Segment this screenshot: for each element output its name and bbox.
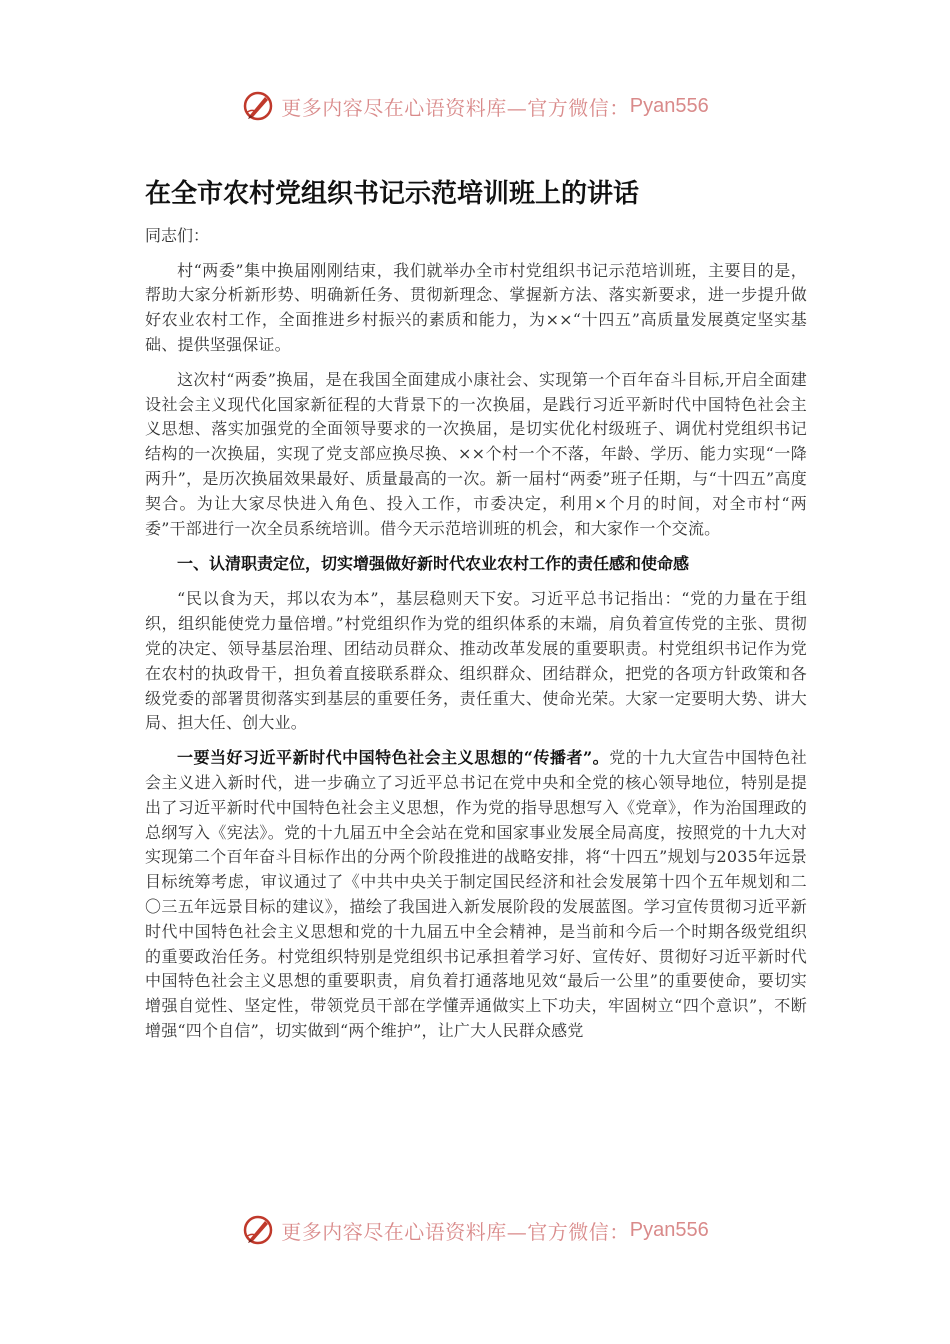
banner-text: 更多内容尽在心语资料库—官方微信：: [281, 1219, 630, 1244]
header-banner: [0, 86, 950, 126]
paragraph-section-one: “民以食为天，邦以农为本”，基层稳则天下安。习近平总书记指出：“党的力量在于组织，组织能使党力量倍增。”村党组织作为党的组织体系的末端，肩负着宣传党的主张、贯彻党的决定、领导基层治理、团结动员群众、推动改革发展的重要职责。村党组织书记作为党在农村的执政骨干，担负着直接联系群众、组织群众、团结群众，把党的各项方针政策和各级党委的部署贯彻落实到基层的重要任务，责任重大、使命光荣。大家一定要明大势、讲大局、担大任、创大业。: [145, 589, 807, 733]
paragraph-intro: 村“两委”集中换届刚刚结束，我们就举办全市村党组织书记示范培训班，主要目的是，帮助大家分析新形势、明确新任务、贯彻新理念、掌握新方法、落实新要求，进一步提升做好农业农村工作，全面推进乡村振兴的素质和能力，为××“十四五”高质量发展奠定坚实基础、提供坚强保证。: [145, 260, 807, 354]
pen-logo-icon: [241, 89, 275, 123]
document-title: 在全市农村党组织书记示范培训班上的讲话: [145, 179, 640, 209]
salutation: 同志们：: [145, 226, 210, 245]
paragraph-election: 这次村“两委”换届，是在我国全面建成小康社会、实现第一个百年奋斗目标,开启全面建设社会主义现代化国家新征程的大背景下的一次换届，是践行习近平新时代中国特色社会主义思想、落实加强党的全面领导要求的一次换届，是切实优化村级班子、调优村党组织书记结构的一次换届，实现了党支部应换尽换、××个村一个不落，年龄、学历、能力实现“一降两升”，是历次换届效果最好、质量最高的一次。新一届村“两委”班子任期，与“十四五”高度契合。为让大家尽快进入角色、投入工作，市委决定，利用×个月的时间，对全市村“两委”干部进行一次全员系统培训。借今天示范培训班的机会，和大家作一个交流。: [145, 369, 807, 538]
section-heading: 一、认清职责定位，切实增强做好新时代农业农村工作的责任感和使命感: [177, 554, 690, 574]
paragraph-point-one: [145, 746, 807, 1044]
point-one-body: 党的十九大宣告中国特色社会主义进入新时代，进一步确立了习近平总书记在党中央和全党的核心领导地位，特别是提出了习近平新时代中国特色社会主义思想，作为党的指导思想写入《党章》，作为治国理政的总纲写入《宪法》。党的十九届五中全会站在党和国家事业发展全局高度，按照党的十九大对实现第二个百年奋斗目标作出的分两个阶段推进的战略安排，将“十四五”规划与2035年远景目标统筹考虑，审议通过了《中共中央关于制定国民经济和社会发展第十四个五年规划和二〇三五年远景目标的建议》，描绘了我国进入新发展阶段的发展蓝图。学习宣传贯彻习近平新时代中国特色社会主义思想和党的十九届五中全会精神，是当前和今后一个时期各级党组织的重要政治任务。村党组织特别是党组织书记承担着学习好、宣传好、贯彻好习近平新时代中国特色社会主义思想的重要职责，肩负着打通落地见效“最后一公里”的重要使命，要切实增强自觉性、坚定性，带领党员干部在学懂弄通做实上下功夫，牢固树立“四个意识”，不断增强“四个自信”，切实做到“两个维护”，让广大人民群众感党: [145, 748, 807, 1040]
document-body: [145, 172, 807, 1054]
pen-logo-icon: [241, 1213, 275, 1247]
point-one-lead: 一要当好习近平新时代中国特色社会主义思想的“传播者”。: [177, 748, 610, 768]
banner-wechat-id: Pyan556: [629, 94, 709, 117]
banner-text: 更多内容尽在心语资料库—官方微信：: [281, 95, 630, 120]
banner-wechat-id: Pyan556: [629, 1218, 709, 1241]
footer-banner: [0, 1210, 950, 1250]
